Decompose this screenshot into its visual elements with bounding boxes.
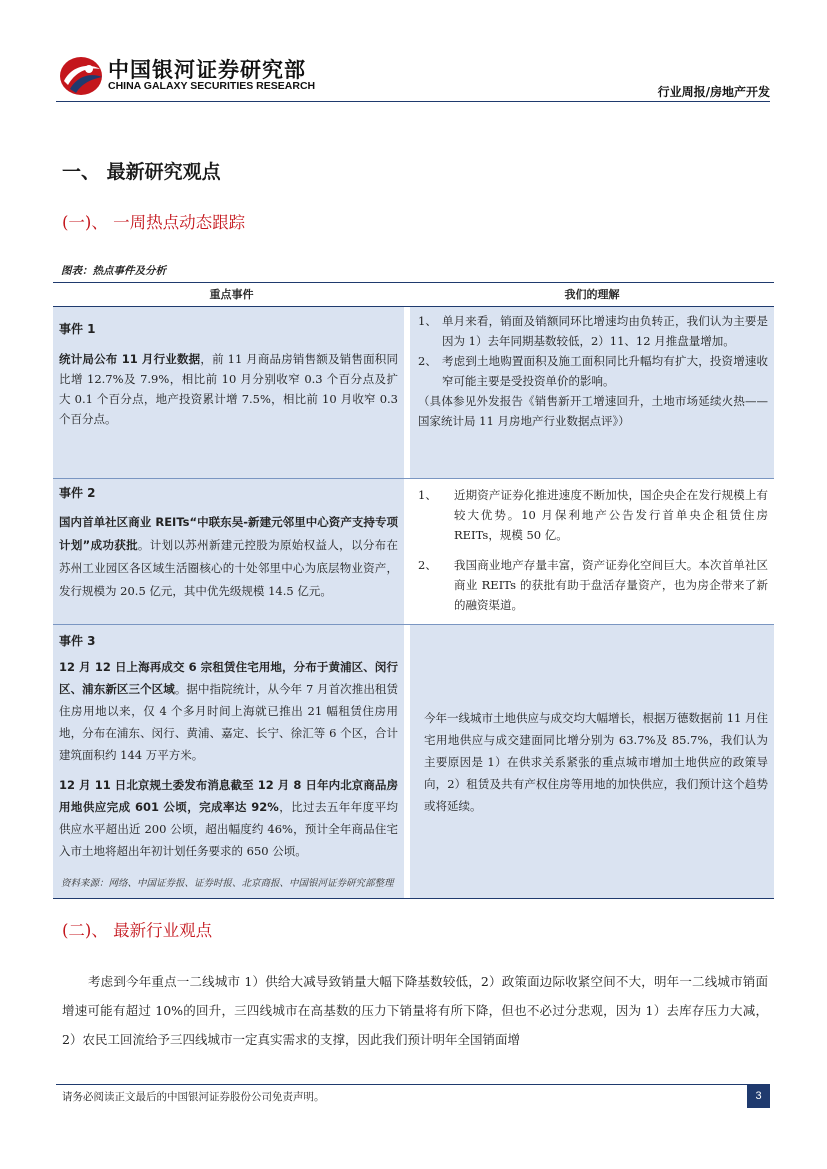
analysis-item-text: 我国商业地产存量丰富，资产证券化空间巨大。本次首单社区商业 REITs 的获批有助于盘活存量资产，也为房企带来了新的融资渠道。 (454, 558, 768, 612)
event-detail: 。据中指院统计，从今年 7 月首次推出租赁住房用地以来，仅 4 个多月时间上海就已推出 21 幅租赁住房用地，分布在浦东、闵行、黄浦、嘉定、长宁、徐汇等 6 个区，合计建筑面积约 144 万平方米。 (59, 682, 398, 762)
table-row (53, 625, 774, 899)
event-detail-2: ，比过去五年年度平均供应水平超出近 200 公顷，超出幅度约 46%，预计全年商品住宅入市土地将超出年初计划任务要求的 650 公顷。 (59, 800, 398, 858)
header-divider (56, 101, 770, 102)
analysis-item-text: 考虑到土地购置面积及施工面积同比升幅均有扩大，投资增速收窄可能主要是受投资单价的影响。 (442, 354, 768, 388)
column-header-events: 重点事件 (209, 288, 254, 301)
hot-events-table (53, 282, 774, 899)
analysis-note: （具体参见外发报告《销售新开工增速回升，土地市场延续火热——国家统计局 11 月房地产行业数据点评》） (418, 394, 768, 428)
table-header-row (53, 282, 774, 307)
analysis-item (418, 351, 768, 391)
analysis-item-number: 2、 (418, 558, 437, 572)
event-cell (53, 625, 410, 898)
analysis-item (418, 311, 768, 351)
footer-divider (56, 1084, 770, 1085)
event-detail: ，前 11 月商品房销售额及销售面积同比增 12.7%及 7.9%，相比前 10 月分别收窄 0.3 个百分点及扩大 0.1 个百分点，地产投资累计增 7.5%，相比前 10 月收窄 0.3 个百分点。 (59, 352, 398, 426)
analysis-item-number: 2、 (418, 354, 437, 368)
analysis-item-number: 1、 (418, 314, 437, 328)
column-header-analysis: 我们的理解 (564, 288, 620, 301)
analysis-paragraph: 今年一线城市土地供应与成交均大幅增长，根据万德数据前 11 月住宅用地供应与成交建面同比增分别为 63.7%及 85.7%，我们认为主要原因是 1）在供求关系紧张的重点城市增加土地供应的政策导向，2）租赁及共有产权住房等用地的加快供应，我们预计这个趋势或将延续。 (424, 711, 768, 813)
event-cell (53, 307, 410, 478)
galaxy-logo-icon (58, 55, 104, 97)
event-title: 事件 2 (59, 486, 96, 500)
event-description-2 (59, 774, 398, 862)
event-description (59, 656, 398, 766)
analysis-item (418, 485, 768, 545)
event-title: 事件 3 (59, 634, 96, 648)
table-caption: 图表：热点事件及分析 (61, 265, 166, 277)
footer-disclaimer: 请务必阅读正文最后的中国银河证券股份公司免责声明。 (62, 1091, 325, 1103)
analysis-cell (410, 479, 774, 624)
event-headline: 国内首单社区商业 REITs“中联东吴-新建元邻里中心资产支持专项计划”成功获批 (59, 515, 398, 552)
analysis-item-text: 单月来看，销面及销额同环比增速均由负转正，我们认为主要是因为 1）去年同期基数较低，2）11、12 月推盘量增加。 (442, 314, 768, 348)
analysis-item-text: 近期资产证券化推进速度不断加快，国企央企在发行规模上有较大优势。10 月保利地产公告发行首单央企租赁住房 REITs，规模 50 亿。 (454, 488, 768, 542)
brand-name-en: CHINA GALAXY SECURITIES RESEARCH (108, 80, 316, 92)
subsection-title-hot-topics: (一)、 一周热点动态跟踪 (62, 213, 246, 232)
event-headline: 12 月 12 日上海再成交 6 宗租赁住宅用地，分布于黄浦区、闵行区、浦东新区三个区域 (59, 660, 398, 696)
report-type-label: 行业周报/房地产开发 (657, 85, 770, 99)
event-detail: 。计划以苏州新建元控股为原始权益人，以分布在苏州工业园区各区域生活圈核心的十处邻里中心为底层物业资产，发行规模为 20.5 亿元，其中优先级规模 14.5 亿元。 (59, 538, 398, 598)
subsection-title-industry-view: (二)、 最新行业观点 (62, 921, 213, 940)
analysis-cell (410, 625, 774, 898)
brand-name-cn: 中国银河证券研究部 (108, 58, 306, 82)
page-number: 3 (747, 1084, 770, 1108)
section-title: 一、 最新研究观点 (62, 161, 221, 183)
event-headline-2: 12 月 11 日北京规土委发布消息截至 12 月 8 日年内北京商品房用地供应完成 601 公顷，完成率达 92% (59, 778, 398, 814)
table-row (53, 479, 774, 625)
event-description (59, 349, 398, 429)
analysis-cell (410, 307, 774, 478)
analysis-item (418, 555, 768, 615)
event-title: 事件 1 (59, 322, 96, 336)
analysis-item-number: 1、 (418, 488, 437, 502)
table-source-note: 资料来源：网络、中国证券报、证券时报、北京商报、中国银河证券研究部整理 (61, 878, 394, 889)
event-description (59, 511, 398, 603)
table-row (53, 307, 774, 479)
event-cell (53, 479, 410, 624)
event-headline: 统计局公布 11 月行业数据 (59, 352, 201, 366)
body-paragraph: 考虑到今年重点一二线城市 1）供给大减导致销量大幅下降基数较低，2）政策面边际收紧空间不大，明年一二线城市销面增速可能有超过 10%的回升，三四线城市在高基数的压力下销量将有所下降，但也不必过分悲观，因为 1）去库存压力大减，2）农民工回流给予三四线城市一定真实需求的支撑，因此我们预计明年全国销面增 (62, 974, 768, 1047)
